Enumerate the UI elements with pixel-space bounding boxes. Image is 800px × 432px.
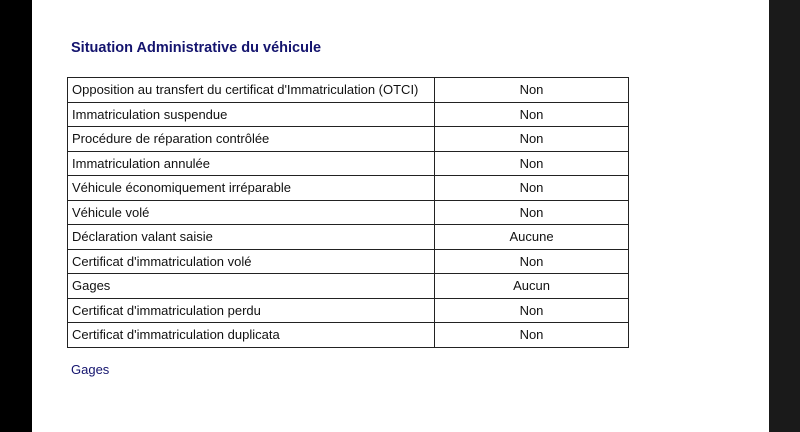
administrative-status-table [67,77,629,348]
row-label: Certificat d'immatriculation volé [68,249,435,274]
row-value: Non [435,78,629,103]
row-label: Véhicule économiquement irréparable [68,176,435,201]
row-label: Véhicule volé [68,200,435,225]
row-value: Aucun [435,274,629,299]
row-value: Non [435,298,629,323]
row-value: Non [435,127,629,152]
document-page [32,0,769,432]
row-value: Aucune [435,225,629,250]
section-title: Situation Administrative du véhicule [71,40,322,56]
table-row [68,298,629,323]
row-label: Certificat d'immatriculation duplicata [68,323,435,348]
row-label: Procédure de réparation contrôlée [68,127,435,152]
table-row [68,78,629,103]
row-value: Non [435,249,629,274]
row-value: Non [435,200,629,225]
table-row [68,151,629,176]
row-value: Non [435,102,629,127]
table-row [68,225,629,250]
row-label: Certificat d'immatriculation perdu [68,298,435,323]
row-value: Non [435,176,629,201]
table-row [68,127,629,152]
row-label: Opposition au transfert du certificat d'Immatriculation (OTCI) [68,78,435,103]
row-label: Immatriculation suspendue [68,102,435,127]
table-row [68,323,629,348]
row-label: Gages [68,274,435,299]
table-row [68,200,629,225]
gages-section-heading: Gages [71,362,110,377]
right-margin [769,0,800,432]
row-label: Immatriculation annulée [68,151,435,176]
table-row [68,176,629,201]
row-value: Non [435,323,629,348]
row-value: Non [435,151,629,176]
left-margin [0,0,32,432]
row-label: Déclaration valant saisie [68,225,435,250]
table-row [68,274,629,299]
table-row [68,102,629,127]
table-row [68,249,629,274]
